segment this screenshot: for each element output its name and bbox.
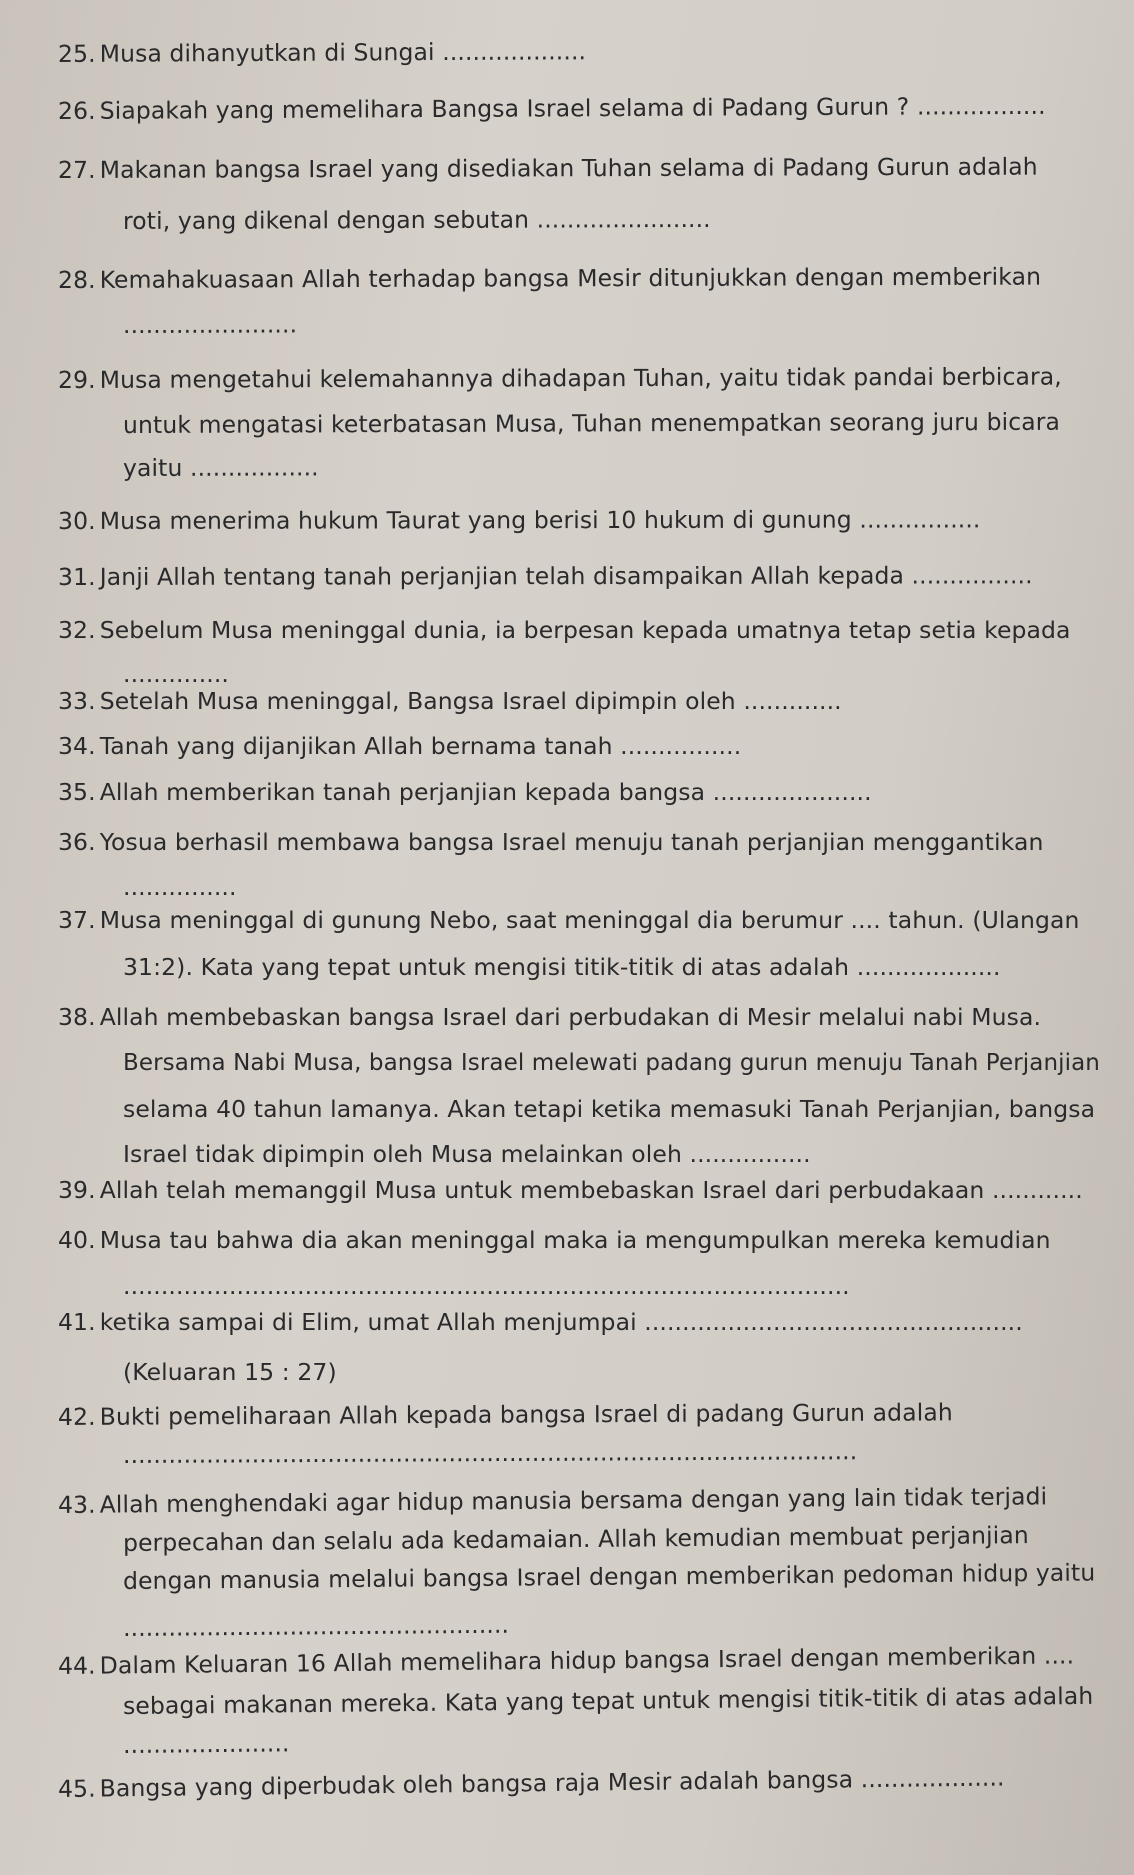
question-text: Makanan bangsa Israel yang disediakan Tuhan selama di Padang Gurun adalah	[99, 152, 1038, 184]
question-text: yaitu .................	[122, 453, 319, 482]
question-text: Tanah yang dijanjikan Allah bernama tanah ................	[99, 732, 742, 760]
question-number: 39.	[58, 1176, 96, 1204]
question-text: ..............	[123, 660, 229, 688]
question-text: Allah telah memanggil Musa untuk membebaskan Israel dari perbudakaan ............	[99, 1176, 1083, 1204]
question-number: 41.	[58, 1308, 96, 1336]
question-continuation-line	[123, 873, 237, 901]
question-text: Musa mengetahui kelemahannya dihadapan Tuhan, yaitu tidak pandai berbicara,	[99, 362, 1062, 394]
question-line	[58, 561, 1033, 591]
question-text: Setelah Musa meninggal, Bangsa Israel dipimpin oleh .............	[99, 687, 842, 715]
question-text: (Keluaran 15 : 27)	[123, 1358, 337, 1386]
question-line	[58, 1398, 953, 1431]
question-number: 36.	[58, 828, 96, 856]
question-text: 31:2). Kata yang tepat untuk mengisi titik-titik di atas adalah ...................	[123, 953, 1001, 981]
question-number: 27.	[57, 155, 96, 184]
question-line	[58, 362, 1062, 394]
question-continuation-line	[123, 1358, 337, 1386]
question-continuation-line	[123, 1272, 850, 1300]
question-text: Bersama Nabi Musa, bangsa Israel melewati padang gurun menuju Tanah Perjanjian	[123, 1050, 1100, 1076]
question-line	[58, 687, 842, 715]
question-text: ketika sampai di Elim, umat Allah menjumpai ..................................................	[99, 1308, 1023, 1336]
question-text: roti, yang dikenal dengan sebutan .......................	[122, 204, 711, 235]
question-continuation-line	[123, 1559, 1096, 1595]
question-text: Dalam Keluaran 16 Allah memelihara hidup bangsa Israel dengan memberikan ....	[99, 1641, 1075, 1680]
question-text: Bukti pemeliharaan Allah kepada bangsa Israel di padang Gurun adalah	[99, 1398, 953, 1431]
question-continuation-line	[123, 205, 711, 235]
question-number: 44.	[57, 1651, 96, 1680]
question-continuation-line	[123, 953, 1001, 981]
question-text: Musa menerima hukum Taurat yang berisi 10 hukum di gunung ................	[99, 505, 981, 535]
question-text: sebagai makanan mereka. Kata yang tepat untuk mengisi titik-titik di atas adalah	[122, 1681, 1094, 1720]
question-text: ...................................................	[122, 1610, 510, 1642]
question-line	[58, 778, 872, 806]
question-line	[58, 1763, 1005, 1803]
question-number: 43.	[57, 1490, 96, 1519]
question-text: dengan manusia melalui bangsa Israel dengan memberikan pedoman hidup yaitu	[122, 1558, 1096, 1595]
question-number: 34.	[58, 732, 96, 760]
question-line	[58, 1226, 1051, 1254]
question-text: Musa meninggal di gunung Nebo, saat meninggal dia berumur .... tahun. (Ulangan	[99, 906, 1080, 934]
question-line	[58, 1482, 1047, 1519]
question-text: Kemahakuasaan Allah terhadap bangsa Mesir ditunjukkan dengan memberikan	[99, 262, 1042, 294]
question-line	[58, 906, 1080, 934]
question-text: Allah membebaskan bangsa Israel dari perbudakan di Mesir melalui nabi Musa.	[99, 1003, 1042, 1031]
question-text: Sebelum Musa meninggal dunia, ia berpesan kepada umatnya tetap setia kepada	[99, 616, 1071, 644]
question-line	[58, 1641, 1074, 1680]
question-continuation-line	[123, 1095, 1095, 1123]
question-number: 25.	[57, 39, 96, 68]
question-text: ...............	[123, 873, 237, 901]
question-line	[58, 1176, 1083, 1204]
question-text: Allah memberikan tanah perjanjian kepada bangsa .....................	[99, 778, 872, 806]
question-continuation-line	[123, 1050, 1100, 1076]
question-text: .................................................................................................	[122, 1437, 858, 1469]
question-text: Musa dihanyutkan di Sungai ...................	[99, 37, 587, 68]
question-line	[58, 1308, 1023, 1336]
question-line	[58, 828, 1043, 856]
question-text: Yosua berhasil membawa bangsa Israel menuju tanah perjanjian menggantikan	[99, 828, 1044, 856]
question-text: Musa tau bahwa dia akan meninggal maka ia mengumpulkan mereka kemudian	[99, 1226, 1051, 1254]
question-text: .......................	[122, 310, 298, 339]
question-continuation-line	[123, 1611, 509, 1642]
question-line	[58, 505, 981, 535]
question-continuation-line	[123, 660, 229, 688]
question-number: 42.	[57, 1402, 96, 1431]
question-text: Bangsa yang diperbudak oleh bangsa raja Mesir adalah bangsa ...................	[99, 1763, 1005, 1803]
question-text: Janji Allah tentang tanah perjanjian telah disampaikan Allah kepada ................	[99, 561, 1033, 591]
question-continuation-line	[123, 408, 1060, 439]
question-continuation-line	[123, 310, 297, 339]
question-continuation-line	[123, 1682, 1094, 1720]
question-number: 38.	[58, 1003, 96, 1031]
question-text: ......................	[122, 1729, 290, 1759]
question-number: 37.	[58, 906, 96, 934]
question-number: 26.	[57, 96, 96, 125]
question-number: 45.	[57, 1774, 96, 1803]
question-text: selama 40 tahun lamanya. Akan tetapi ketika memasuki Tanah Perjanjian, bangsa	[123, 1095, 1096, 1123]
question-line	[58, 1003, 1041, 1031]
question-number: 35.	[58, 778, 96, 806]
question-line	[58, 153, 1038, 184]
question-text: ................................................................................................	[123, 1272, 850, 1300]
question-line	[58, 37, 586, 68]
question-number: 28.	[57, 265, 96, 294]
question-number: 31.	[57, 562, 96, 591]
question-number: 40.	[58, 1226, 96, 1254]
question-continuation-line	[123, 1437, 857, 1469]
question-line	[58, 263, 1041, 294]
question-continuation-line	[123, 1729, 290, 1759]
question-text: Allah menghendaki agar hidup manusia bersama dengan yang lain tidak terjadi	[99, 1482, 1048, 1519]
question-text: Israel tidak dipimpin oleh Musa melainkan oleh ................	[123, 1140, 811, 1168]
question-number: 33.	[58, 687, 96, 715]
question-text: perpecahan dan selalu ada kedamaian. Allah kemudian membuat perjanjian	[122, 1521, 1029, 1557]
question-line	[58, 92, 1046, 125]
question-number: 30.	[57, 506, 96, 535]
question-continuation-line	[123, 1140, 811, 1168]
question-text: untuk mengatasi keterbatasan Musa, Tuhan menempatkan seorang juru bicara	[122, 407, 1061, 439]
question-line	[58, 616, 1071, 644]
question-number: 29.	[57, 365, 96, 394]
question-number: 32.	[58, 616, 96, 644]
question-continuation-line	[123, 453, 319, 482]
question-text: Siapakah yang memelihara Bangsa Israel selama di Padang Gurun ? .................	[99, 91, 1046, 125]
question-continuation-line	[123, 1521, 1029, 1557]
question-line	[58, 732, 741, 760]
